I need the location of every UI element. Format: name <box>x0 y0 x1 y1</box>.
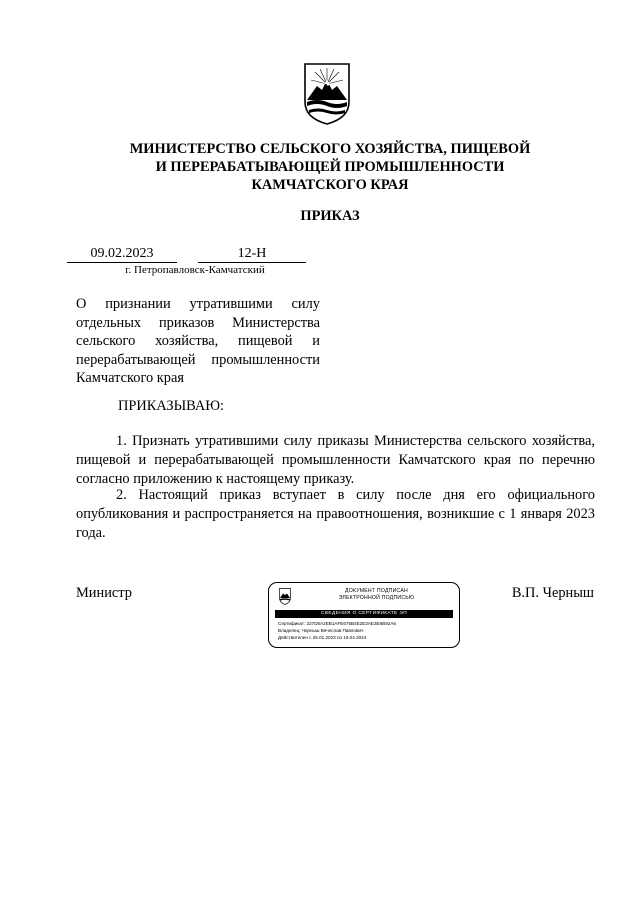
kamchatka-emblem-icon <box>303 62 351 126</box>
date-underline <box>67 262 177 263</box>
stamp-validity: Действителен с 25.01.2023 по 19.04.2024 <box>278 635 367 640</box>
ministry-name <box>60 140 600 194</box>
order-subject: О признании утратившими силу отдельных приказов Министерства сельского хозяйства, пищевой и перерабатывающей промышленности Камчатского края <box>76 296 320 386</box>
number-underline <box>198 262 306 263</box>
electronic-signature-stamp <box>268 582 460 648</box>
paragraph-1: 1. Признать утратившими силу приказы Министерства сельского хозяйства, пищевой и перерабатывающей промышленности Камчатского края по перечню согласно приложению к настоящему приказу. <box>76 433 595 487</box>
order-verb: ПРИКАЗЫВАЮ: <box>118 398 225 414</box>
stamp-header <box>299 588 454 602</box>
stamp-owner: Владелец: Черныш Вячеслав Павлович <box>278 628 364 633</box>
stamp-certificate-bar: СВЕДЕНИЯ О СЕРТИФИКАТЕ ЭП <box>275 610 453 618</box>
stamp-certificate: Сертификат: 227D5A2EB1AFE675B4E2E3AE3E6B92A6 <box>278 621 396 626</box>
stamp-emblem-icon <box>279 588 291 605</box>
ministry-line-3: КАМЧАТСКОГО КРАЯ <box>251 177 409 193</box>
stamp-header-line-2: ЭЛЕКТРОННОЙ ПОДПИСЬЮ <box>338 594 415 601</box>
stamp-header-line-1: ДОКУМЕНТ ПОДПИСАН <box>345 588 408 594</box>
order-date: 09.02.2023 <box>90 246 154 261</box>
paragraph-2: 2. Настоящий приказ вступает в силу после дня его официального опубликования и распространяется на правоотношения, возникшие с 1 января 2023 года. <box>76 487 595 541</box>
ministry-line-2: И ПЕРЕРАБАТЫВАЮЩЕЙ ПРОМЫШЛЕННОСТИ <box>155 159 505 175</box>
ministry-line-1: МИНИСТЕРСТВО СЕЛЬСКОГО ХОЗЯЙСТВА, ПИЩЕВОЙ <box>129 141 531 157</box>
document-type-title: ПРИКАЗ <box>300 208 360 224</box>
signer-title: Министр <box>76 585 132 601</box>
signer-name: В.П. Черныш <box>511 585 594 601</box>
city-name: г. Петропавловск-Камчатский <box>125 264 265 276</box>
order-number: 12-Н <box>237 246 267 261</box>
